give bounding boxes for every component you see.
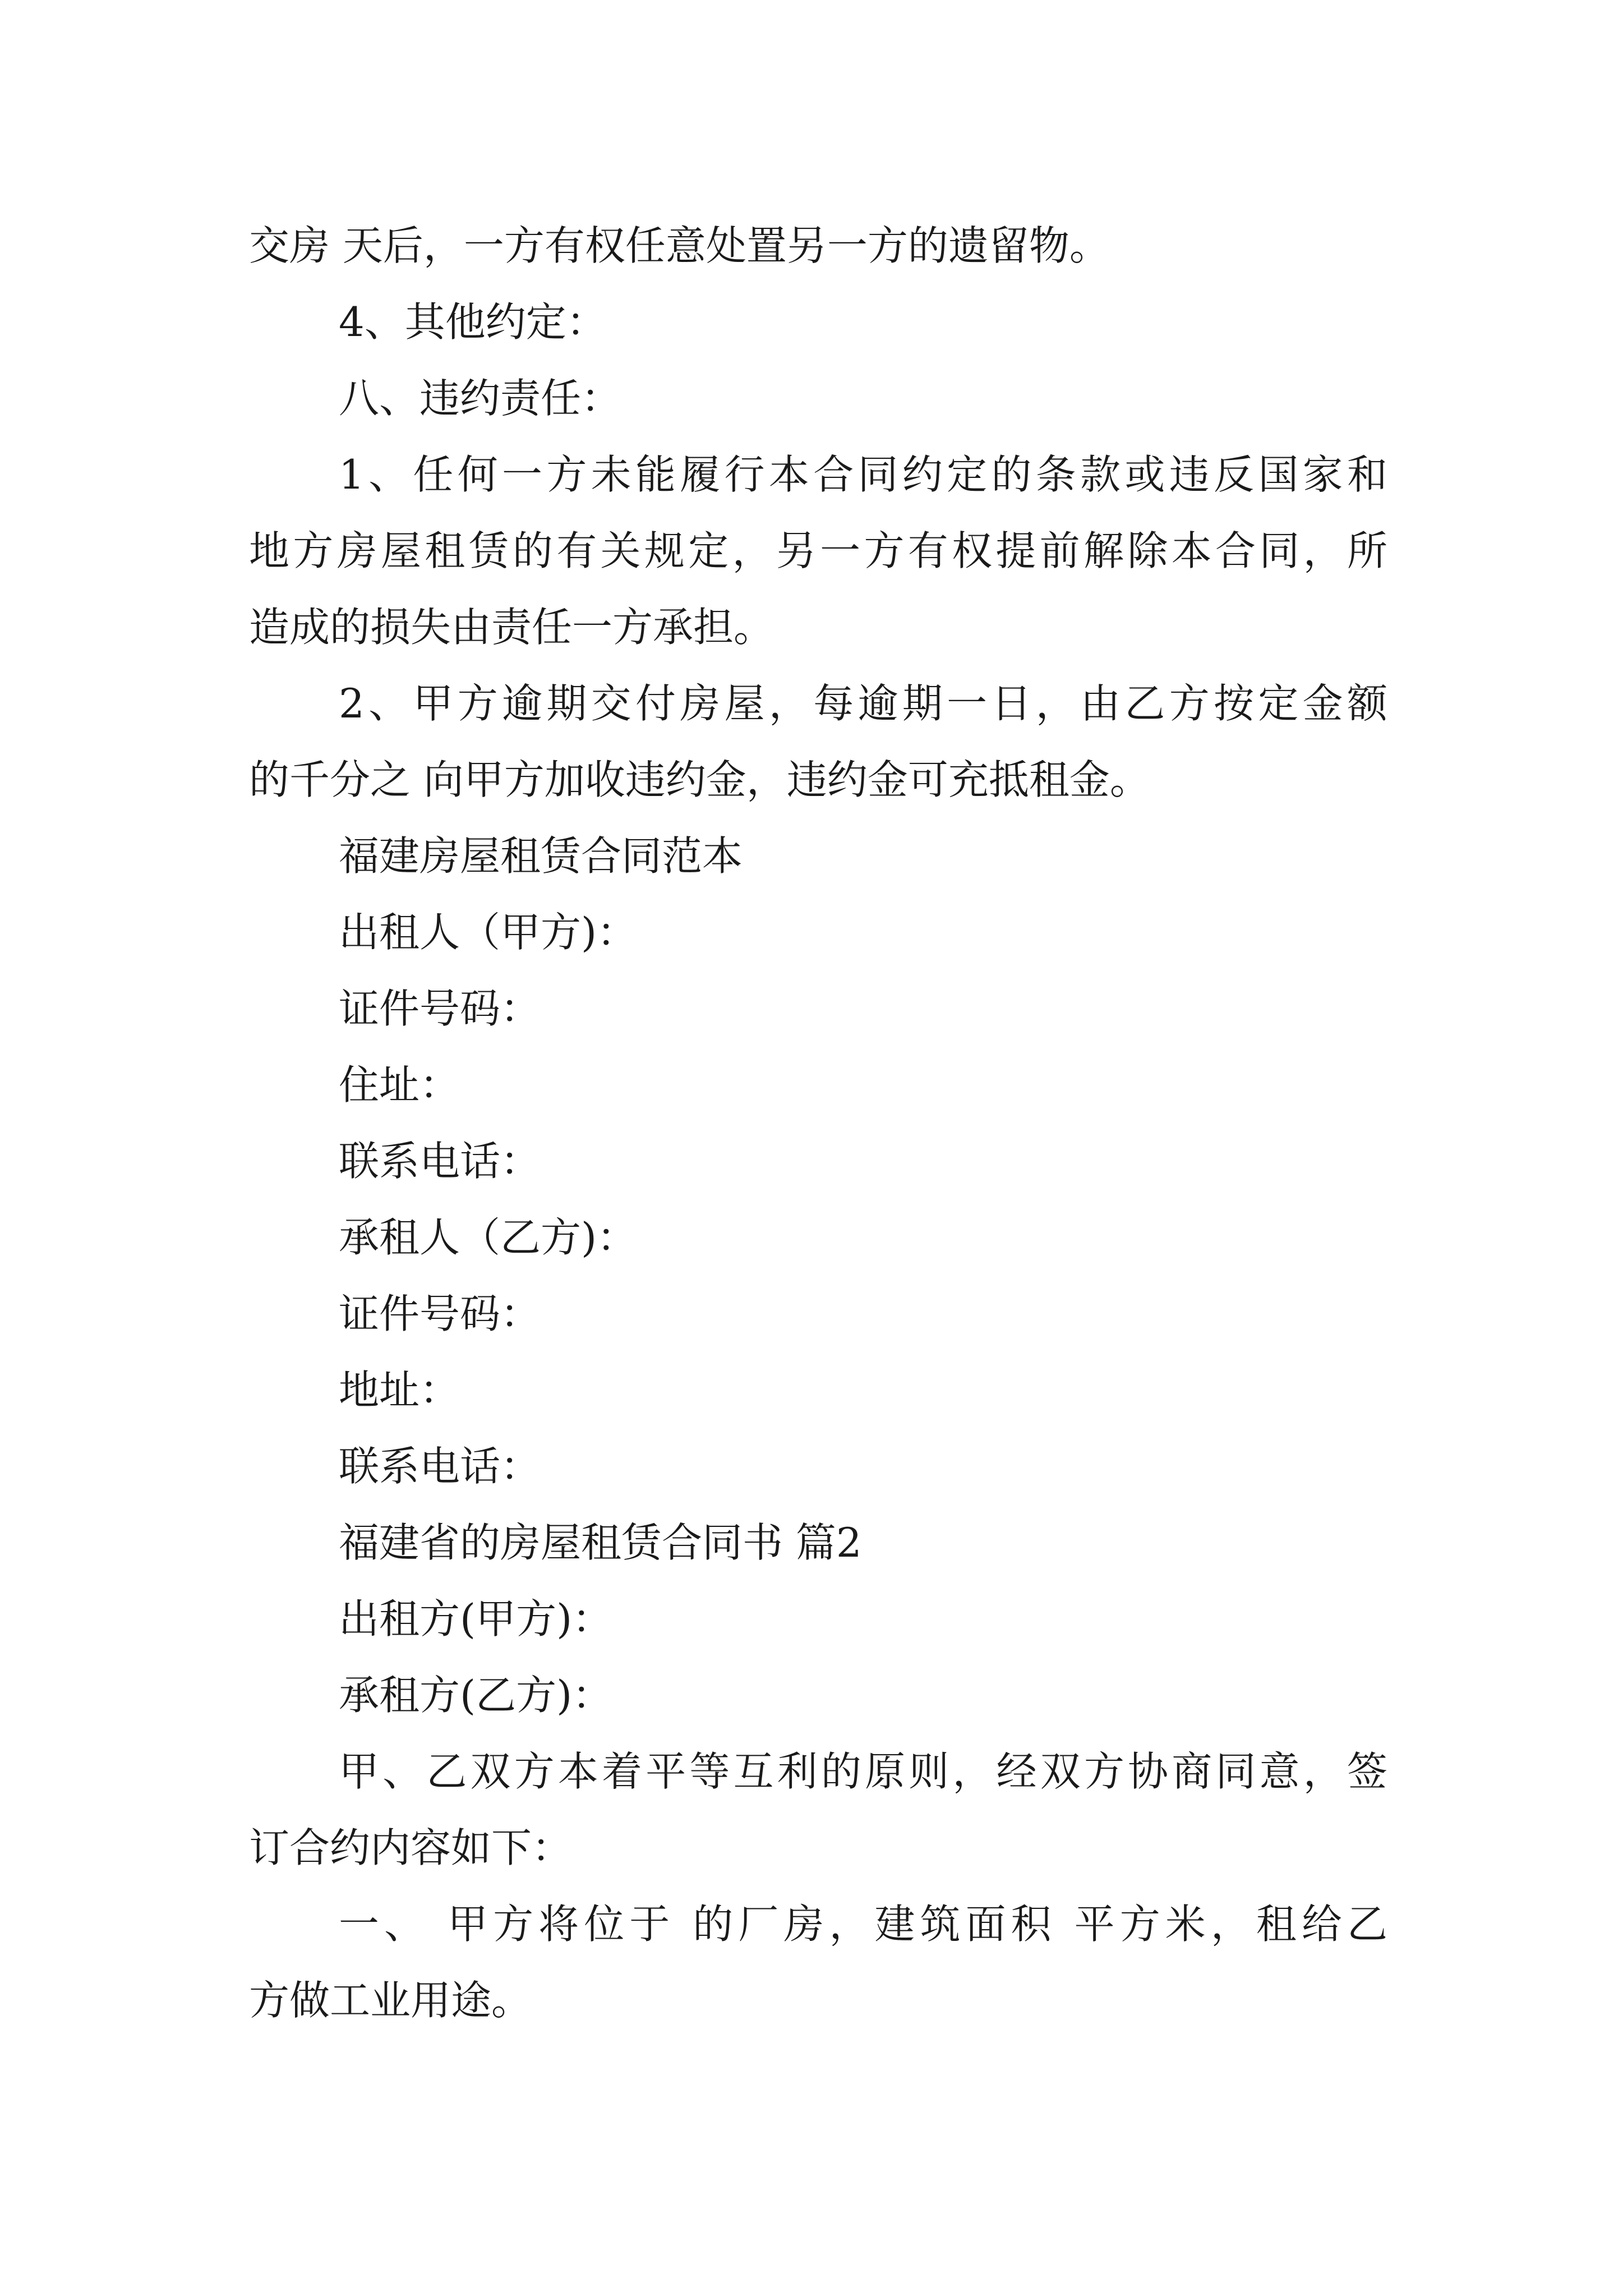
text-line: 4、其他约定： (339, 298, 607, 346)
text-line: 订合约内容如下： (249, 1824, 573, 1871)
document-title: 福建房屋租赁合同范本 (339, 832, 743, 880)
text-line: 一、 甲方将位于 的厂房，建筑面积 平方米，租给乙 (339, 1901, 1387, 1948)
text-line: 地方房屋租赁的有关规定，另一方有权提前解除本合同，所 (249, 527, 1387, 574)
text-line: 2、甲方逾期交付房屋，每逾期一日，由乙方按定金额 (339, 680, 1387, 727)
text-line: 方做工业用途。 (249, 1977, 532, 2024)
text-line: 甲、乙双方本着平等互利的原则，经双方协商同意，签 (339, 1748, 1387, 1795)
text-line: 造成的损失由责任一方承担。 (249, 604, 774, 651)
field-label: 出租人（甲方)： (339, 909, 638, 956)
field-label: 地址： (339, 1366, 460, 1414)
field-label: 证件号码： (339, 985, 541, 1032)
document-body (249, 208, 1387, 2039)
section-title: 福建省的房屋租赁合同书 篇2 (339, 1519, 862, 1566)
field-label: 住址： (339, 1061, 460, 1108)
text-line: 的千分之 向甲方加收违约金，违约金可充抵租金。 (249, 756, 1150, 803)
field-label: 承租方(乙方)： (339, 1672, 613, 1719)
field-label: 联系电话： (339, 1138, 541, 1185)
field-label: 承租人（乙方)： (339, 1214, 638, 1261)
text-line: 1、任何一方未能履行本合同约定的条款或违反国家和 (339, 451, 1387, 498)
section-heading: 八、违约责任： (339, 375, 622, 422)
field-label: 出租方(甲方)： (339, 1595, 613, 1642)
field-label: 联系电话： (339, 1443, 541, 1490)
field-label: 证件号码： (339, 1290, 541, 1337)
text-line: 交房 天后，一方有权任意处置另一方的遗留物。 (249, 222, 1110, 269)
